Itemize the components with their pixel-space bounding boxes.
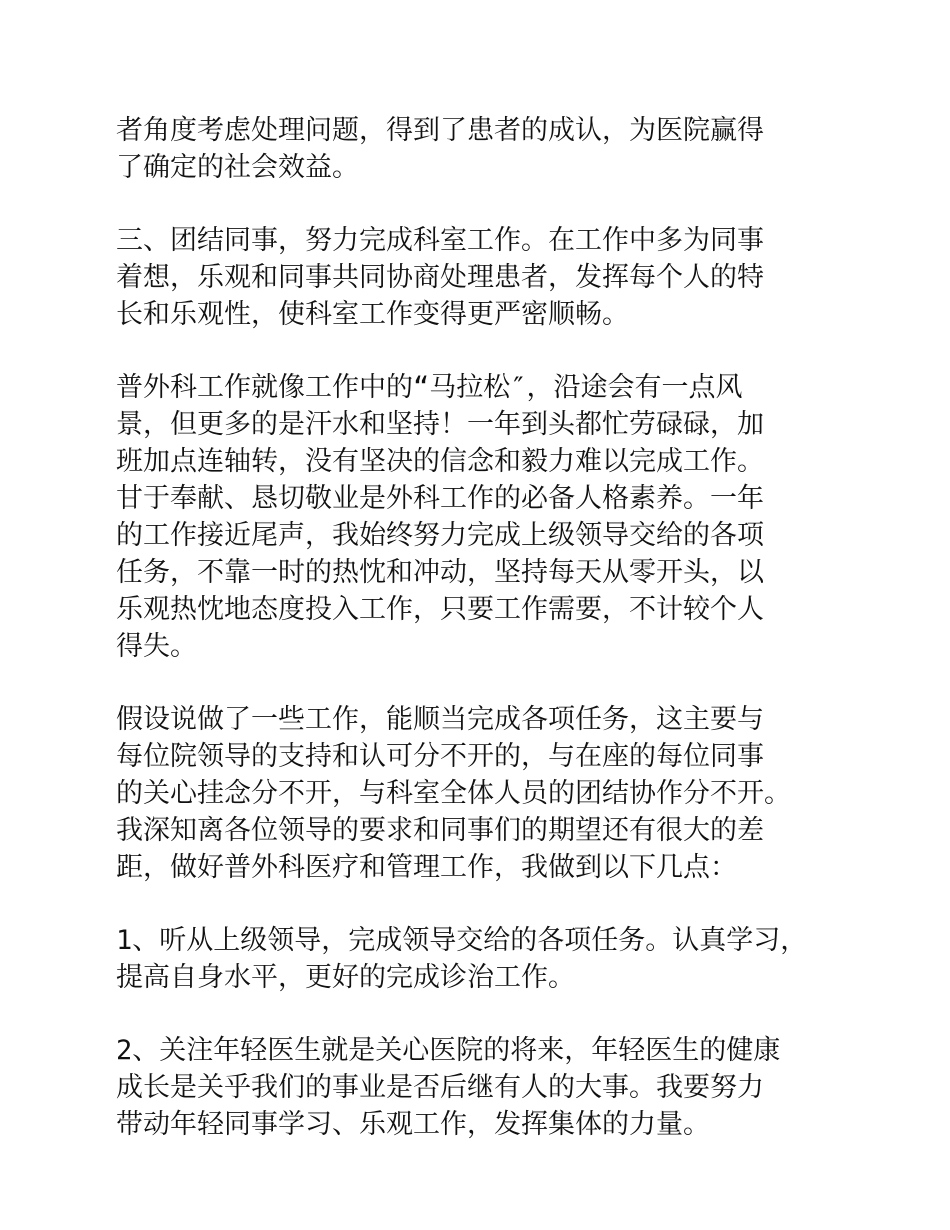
paragraph-line: 2、关注年轻医生就是关心医院的将来，年轻医生的健康 bbox=[116, 1035, 781, 1066]
paragraph-line: 提高自身水平，更好的完成诊治工作。 bbox=[116, 962, 575, 993]
paragraph-line: 着想，乐观和同事共同协商处理患者，发挥每个人的特 bbox=[116, 262, 764, 293]
paragraph-6 bbox=[116, 1032, 876, 1143]
paragraph-line: 带动年轻同事学习、乐观工作，发挥集体的力量。 bbox=[116, 1109, 710, 1140]
paragraph-5 bbox=[116, 922, 876, 996]
paragraph-line: 景，但更多的是汗水和坚持！一年到头都忙劳碌碌，加 bbox=[116, 409, 764, 440]
paragraph-3 bbox=[116, 369, 876, 665]
paragraph-line: 普外科工作就像工作中的“马拉松″，沿途会有一点风 bbox=[116, 372, 743, 403]
paragraph-line: 每位院领导的支持和认可分不开的，与在座的每位同事 bbox=[116, 741, 764, 772]
paragraph-line: 班加点连轴转，没有坚决的信念和毅力难以完成工作。 bbox=[116, 446, 764, 477]
paragraph-line: 假设说做了一些工作，能顺当完成各项任务，这主要与 bbox=[116, 704, 764, 735]
paragraph-line: 1、听从上级领导，完成领导交给的各项任务。认真学习， bbox=[116, 925, 808, 956]
paragraph-line: 长和乐观性，使科室工作变得更严密顺畅。 bbox=[116, 299, 629, 330]
paragraph-line: 我深知离各位领导的要求和同事们的期望还有很大的差 bbox=[116, 815, 764, 846]
paragraph-line: 者角度考虑处理问题，得到了患者的成认，为医院赢得 bbox=[116, 115, 764, 146]
paragraph-line: 三、团结同事，努力完成科室工作。在工作中多为同事 bbox=[116, 225, 764, 256]
paragraph-line: 的工作接近尾声，我始终努力完成上级领导交给的各项 bbox=[116, 520, 764, 551]
paragraph-line: 乐观热忱地态度投入工作，只要工作需要，不计较个人 bbox=[116, 594, 764, 625]
paragraph-1 bbox=[116, 112, 876, 186]
paragraph-4 bbox=[116, 701, 876, 886]
paragraph-line: 了确定的社会效益。 bbox=[116, 152, 359, 183]
paragraph-line: 任务，不靠一时的热忱和冲动，坚持每天从零开头，以 bbox=[116, 557, 764, 588]
paragraph-line: 距，做好普外科医疗和管理工作，我做到以下几点： bbox=[116, 852, 737, 883]
paragraph-line: 的关心挂念分不开，与科室全体人员的团结协作分不开。 bbox=[116, 778, 791, 809]
document-body bbox=[116, 112, 876, 1179]
paragraph-line: 成长是关乎我们的事业是否后继有人的大事。我要努力 bbox=[116, 1072, 764, 1103]
paragraph-line: 得失。 bbox=[116, 631, 197, 662]
paragraph-line: 甘于奉献、恳切敬业是外科工作的必备人格素养。一年 bbox=[116, 483, 764, 514]
paragraph-2 bbox=[116, 222, 876, 333]
